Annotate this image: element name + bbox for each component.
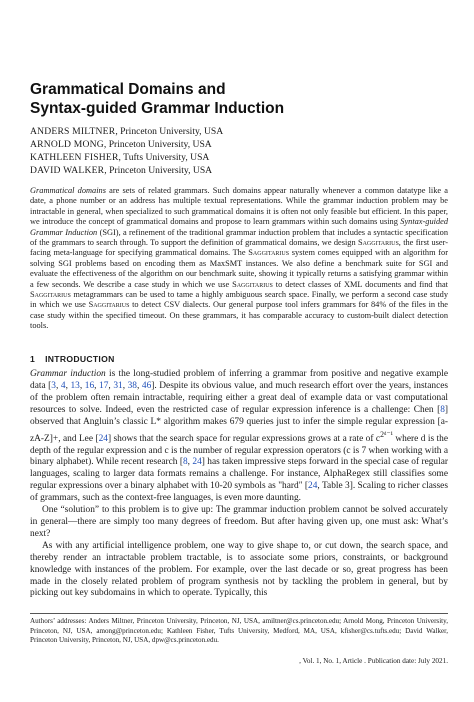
intro-text: ] has taken impressive steps forward in the special case of regular languages, scaling to larger data formats remains a challenge. For instance, AlphaRegex still classifies some regular expressions over a binary alphabet with 10-20 symbols as "hard" [ [30, 457, 449, 492]
paper-title [30, 80, 448, 118]
intro-paragraph-2: One “solution” to this problem is to give up: The grammar induction problem cannot be solved accurately in general—there are simply too many degrees of freedom. But after having given up, one must ask: What’s next? [30, 505, 448, 539]
title-line-1: Grammatical Domains and [30, 81, 226, 98]
citation-link[interactable]: 3 [51, 380, 56, 391]
intro-text: , [55, 380, 61, 391]
author-affiliation: , Princeton University, USA [103, 139, 212, 150]
tool-name: Saggitarius [232, 279, 273, 289]
title-line-2: Syntax-guided Grammar Induction [30, 100, 285, 117]
author-entry [30, 125, 448, 138]
intro-text: , [108, 380, 114, 391]
citation-link[interactable]: 38 [127, 380, 137, 391]
intro-text: is the long-studied problem of inferring a grammar from positive and negative example data [ [30, 369, 448, 391]
exponent: 2ᵈ⁻¹ [380, 429, 393, 439]
citation-link[interactable]: 46 [141, 380, 152, 391]
tool-name: Saggitarius [30, 290, 71, 300]
abstract [30, 186, 448, 332]
intro-text: ]. Despite its obvious value, and much research effort over the years, instances of the problem often remain intractable, requiring either a great deal of example data or vast computational resources to solve. Indeed, even the restricted case of regular expression inference is a challenge: Chen [ [30, 380, 449, 415]
citation-link[interactable]: 13 [70, 380, 80, 391]
abstract-text: to detect classes of XML documents and find that [272, 279, 448, 289]
author-list [30, 125, 448, 177]
intro-text: ] shows that the search space for regular expressions grows at a rate of c [107, 433, 381, 444]
citation-link[interactable]: 24 [308, 481, 318, 492]
author-name: DAVID WALKER [30, 165, 105, 176]
author-entry [30, 164, 448, 177]
abstract-text: , the first user-facing meta-language for specifying grammatical domains. The [30, 238, 448, 258]
author-name: ANDERS MILTNER [30, 126, 116, 137]
abstract-text: metagrammars can be used to tame a highly ambiguous search space. Finally, we perform a second case study in which we use [30, 290, 448, 310]
abstract-text: system comes equipped with an algorithm for solving SGI problems based on encoding them as MaxSMT instances. We also define a benchmark suite for SGI and evaluate the effectiveness of the algorithm on our benchmark suite, showing it typically returns a satisfying grammar within a few seconds. We describe a case study in which we use [30, 248, 448, 289]
citation-link[interactable]: 16 [84, 380, 95, 391]
tool-name: Saggitarius [88, 300, 130, 310]
intro-lead: Grammar induction [30, 369, 106, 379]
abstract-text: are sets of related grammars. Such domains appear naturally whenever a common datatype like a date, a phone number or an address has multiple textual representations. While the grammar induction problem may be intractable in general, when specialized to such grammatical domains it is often not only feasible but efficient. In this paper, we introduce the concept of grammatical domains and propose to learn grammars within such domains using [30, 186, 448, 227]
intro-text: , [65, 380, 71, 391]
section-heading [30, 354, 115, 364]
intro-text: , [94, 380, 100, 391]
citation-link[interactable]: 4 [60, 380, 66, 391]
intro-paragraph-1 [30, 369, 448, 505]
citation-link[interactable]: 24 [98, 433, 108, 444]
citation-link[interactable]: 31 [113, 380, 123, 391]
abstract-lead: Grammatical domains [30, 186, 106, 195]
author-name: KATHLEEN FISHER [30, 152, 119, 163]
intro-text: , [187, 457, 193, 468]
abstract-text: (SGI), a refinement of the traditional grammar induction problem that includes a syntactic specification of the grammars to search through. To support the definition of grammatical domains, we design [30, 227, 448, 248]
intro-text: , [79, 380, 85, 391]
intro-paragraph-3: As with any artificial intelligence problem, one way to give shape to, or cut down, the search space, and thereby render an intractable problem tractable, is to associate some priors, constraints, or background knowledge with instances of the problem. For example, over the last decade or so, great progress has been made in the closely related problem of program synthesis not by tackling the problem in general, but by picking out key subdomains in which to operate. Typically, this [30, 540, 448, 599]
author-entry [30, 138, 448, 151]
author-affiliation: , Tufts University, USA [118, 152, 210, 163]
intro-text: , Table 3]. Scaling to richer classes of grammars, such as the context-free languages, is even more daunting. [30, 481, 448, 504]
citation-link[interactable]: 8 [440, 404, 445, 415]
publication-info: , Vol. 1, No. 1, Article . Publication date: July 2021. [299, 657, 448, 665]
author-name: ARNOLD MONG [30, 139, 104, 150]
citation-link[interactable]: 17 [99, 380, 109, 391]
tool-name: Saggitarius [248, 248, 290, 258]
sgi-term: Syntax-guided Grammar Induction [30, 217, 448, 237]
citation-link[interactable]: 24 [192, 457, 202, 468]
intro-text: , [122, 380, 128, 391]
author-affiliation: , Princeton University, USA [115, 126, 224, 137]
section-number: 1 [30, 354, 36, 364]
intro-text: , [136, 380, 142, 391]
author-affiliation: , Princeton University, USA [104, 165, 213, 176]
footnote-divider [30, 613, 448, 614]
intro-text: where d is the depth of the regular expression and c is the number of regular expression operators (c is 7 when working with a binary alphabet). While recent research [ [30, 433, 448, 468]
author-addresses-footnote: Authors’ addresses: Anders Miltner, Princeton University, Princeton, NJ, USA, amiltner@cs.princeton.edu; Arnold Mong, Princeton University, Princeton, NJ, USA, among@princeton.edu; Kathleen Fisher, Tufts University, Medford, MA, USA, kfisher@cs.tufts.edu; David Walker, Princeton University, Princeton, NJ, USA, dpw@cs.princeton.edu. [30, 617, 448, 645]
tool-name: Saggitarius [357, 238, 399, 248]
citation-link[interactable]: 8 [182, 457, 188, 468]
author-entry [30, 151, 448, 164]
introduction-body [30, 369, 448, 600]
intro-text: ] observed that Angluin’s classic L* algorithm makes 679 queries just to infer the simple regular expression [a-zA-Z]+, and Lee [ [30, 404, 448, 444]
section-title: INTRODUCTION [45, 354, 115, 364]
abstract-text: to detect CSV dialects. Our general purpose tool infers grammars for 84% of the files in the case study within the specified timeout. On these grammars, it has comparable accuracy to custom-built dialect detection tools. [30, 300, 448, 331]
